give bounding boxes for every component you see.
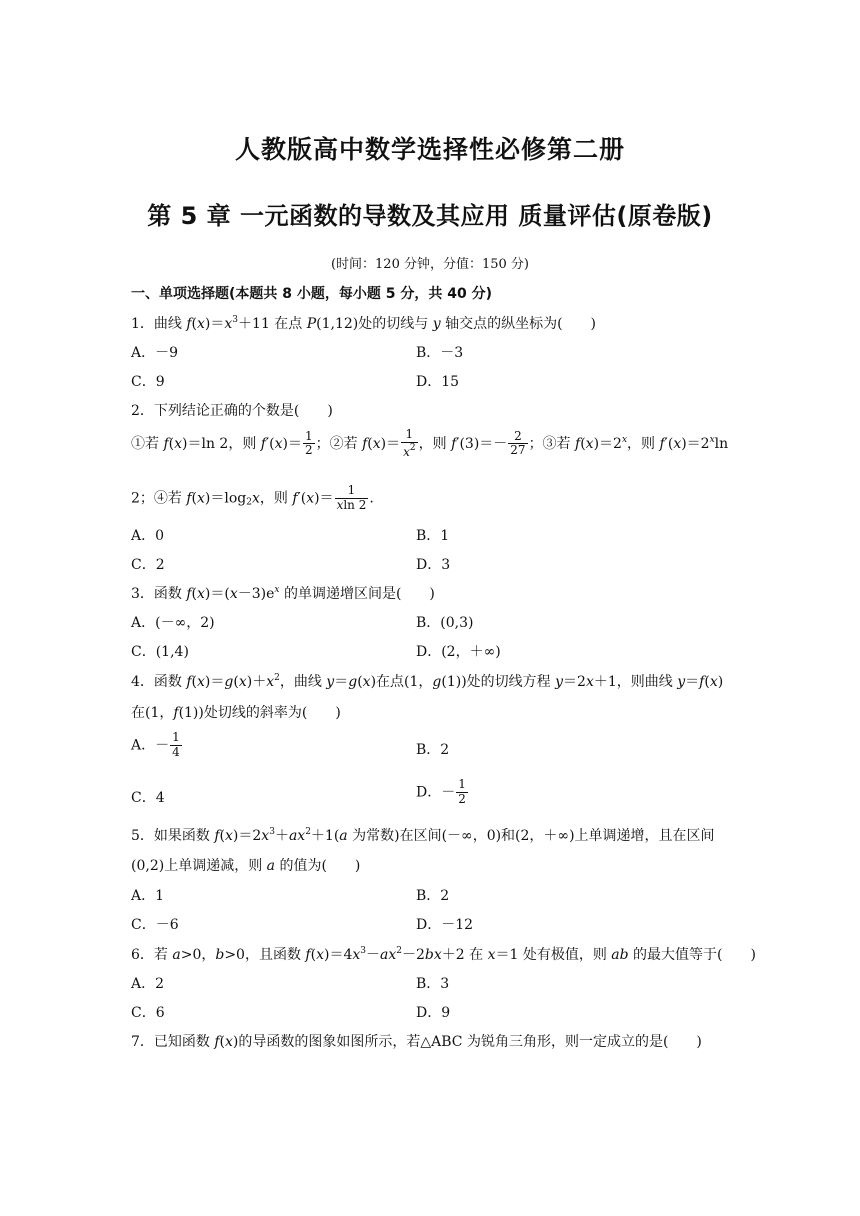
question-5-option-d: D．－12 [416, 917, 474, 933]
question-6-option-d: D．9 [416, 1005, 451, 1021]
question-4-option-c: C．4 [131, 790, 165, 806]
question-1-option-c: C．9 [131, 374, 165, 390]
question-6-option-b: B．3 [416, 976, 450, 992]
question-6-option-c: C．6 [131, 1005, 165, 1021]
question-6-option-a: A．2 [131, 976, 165, 992]
question-4-option-a: A．－ $\frac{1}{4}$ [131, 730, 180, 759]
question-4-stem-2: 在(1，f(1))处切线的斜率为( ) [131, 705, 341, 721]
question-7-stem: 7．已知函数 f(x)的导函数的图象如图所示，若△ABC 为锐角三角形，则一定成立的是( ) [131, 1034, 702, 1050]
question-2-option-a: A．0 [131, 528, 165, 544]
question-5-option-a: A．1 [131, 888, 165, 904]
question-3-option-a: A．(－∞，2) [131, 615, 215, 631]
question-1-option-d: D．15 [416, 374, 460, 390]
document-title: 人教版高中数学选择性必修第二册 [234, 135, 625, 164]
question-5-option-c: C．－6 [131, 917, 179, 933]
question-1-option-a: A．－9 [131, 345, 179, 361]
question-4-stem-1: 4．函数 $f(x)=g(x)+x^2$，曲线 y＝g(x)在点(1，g(1))处的切线方程 y＝2x＋1，则曲线 y＝f(x) [131, 673, 724, 690]
question-1-option-b: B．－3 [416, 345, 464, 361]
question-3-option-d: D．(2，＋∞) [416, 644, 501, 660]
question-2-line-1: ①若 f(x)＝ln 2，则 f′(x)＝ $\frac{1}{2}$ ；②若 f(x)＝ $\frac{1}{x^2}$ ，则 f′(3)＝－ $\frac{2}{27}$ ；③若 $f(x)=2^x$，则 $f'(x)=2^x\ln$ [131, 427, 729, 459]
question-4-option-d: D．－ $\frac{1}{2}$ [416, 777, 466, 806]
question-3-option-c: C．(1,4) [131, 644, 189, 660]
question-3-option-b: B．(0,3) [416, 615, 474, 631]
question-4-option-b: B．2 [416, 742, 450, 758]
exam-meta: (时间：120 分钟，分值：150 分) [330, 257, 530, 272]
question-2-option-c: C．2 [131, 557, 165, 573]
chapter-title: 第 5 章 一元函数的导数及其应用 质量评估(原卷版) [147, 202, 713, 230]
question-5-stem-1: 5．如果函数 $f(x)=2x^3+ax^2+1(a$ 为常数)在区间(－∞，0)和(2，＋∞)上单调递增，且在区间 [131, 827, 715, 844]
section-heading: 一、单项选择题(本题共 8 小题，每小题 5 分，共 40 分) [131, 286, 493, 302]
question-3-stem: 3．函数 $f(x)=(x-3)e^x$ 的单调递增区间是( ) [131, 585, 435, 602]
question-2-stem: 2．下列结论正确的个数是( ) [131, 403, 333, 419]
question-5-option-b: B．2 [416, 888, 450, 904]
question-1-stem: 1．曲线 $f(x)=x^3+11$ 在点 P(1,12)处的切线与 y 轴交点的纵坐标为( ) [131, 315, 597, 332]
question-6-stem: 6．若 a>0，b>0，且函数 $f(x)=4x^3-ax^2-2bx+2$ 在 x＝1 处有极值，则 ab 的最大值等于( ) [131, 946, 756, 963]
question-2-option-b: B．1 [416, 528, 450, 544]
question-2-line-2: 2；④若 $f(x)=\log_2x$，则 f′(x)＝ $\frac{1}{xln 2}$ . [131, 483, 374, 512]
question-5-stem-2: (0,2)上单调递减，则 a 的值为( ) [131, 858, 361, 874]
question-2-option-d: D．3 [416, 557, 451, 573]
